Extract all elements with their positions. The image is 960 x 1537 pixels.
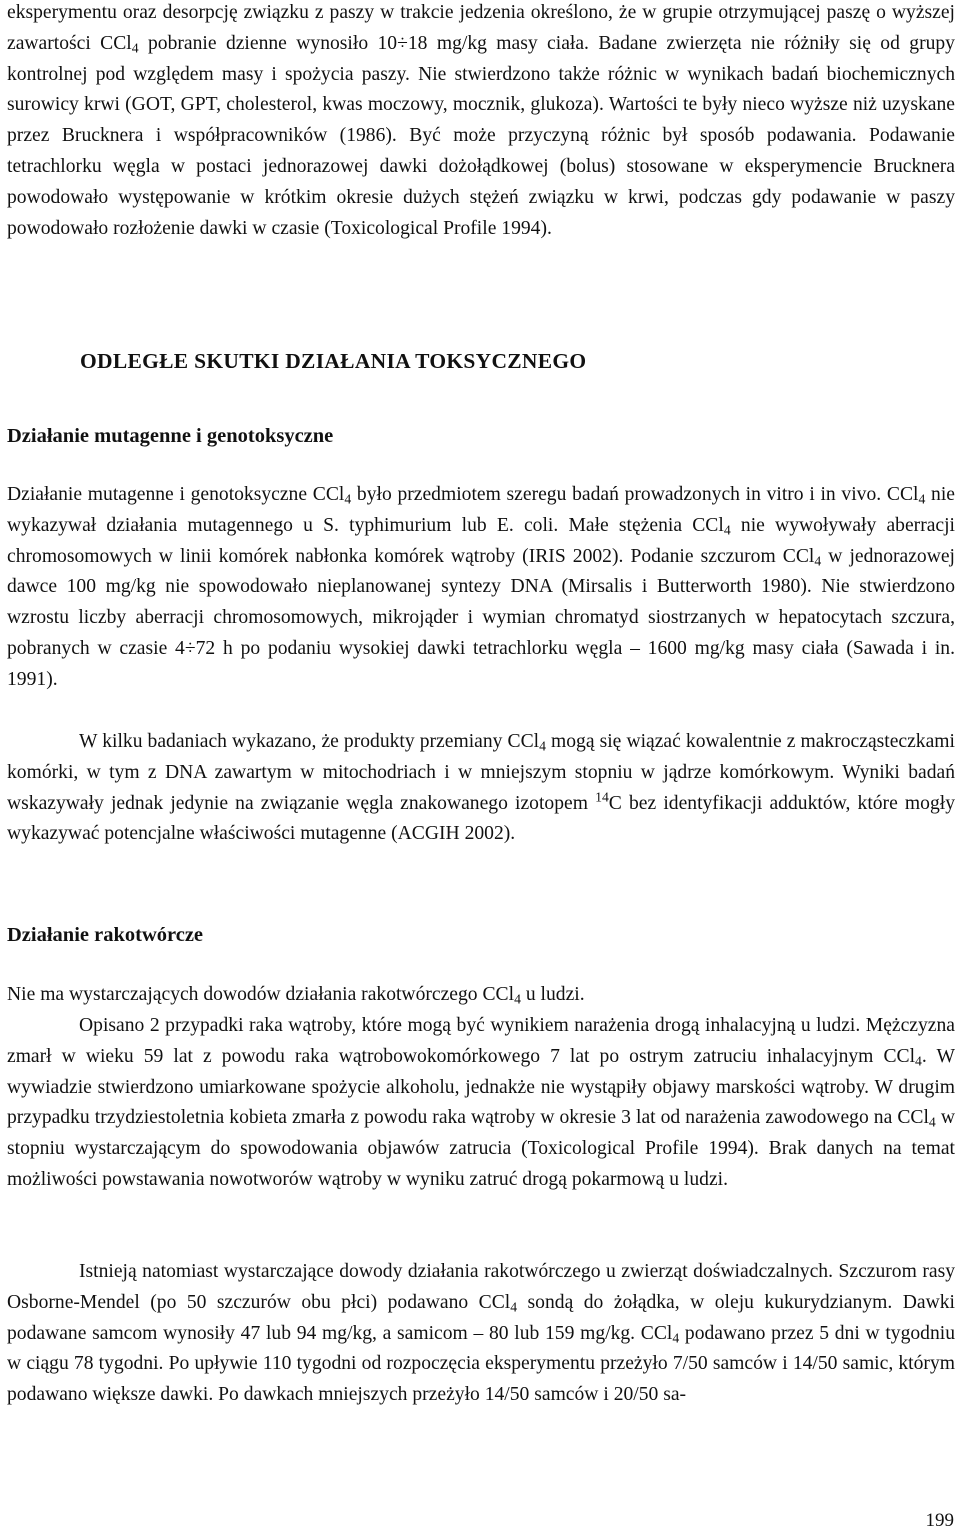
carcinogenic-heading: Działanie rakotwórcze xyxy=(7,924,204,946)
carcinogenic-paragraph-3 xyxy=(7,1257,955,1411)
intro-paragraph xyxy=(7,0,955,244)
text-run: u ludzi. xyxy=(520,984,585,1005)
text-run: w stopniu wystarczającym do spowodowania objawów zatrucia (Toxicological Profile 1994). Brak danych na temat możliwości powstawania nowotworów wątroby w wyniku zatruć drogą pokarmową u ludzi. xyxy=(7,1107,955,1190)
text-run: Opisano 2 przypadki raka wątroby, które mogą być wynikiem narażenia drogą inhalacyjną u ludzi. Mężczyzna zmarł w wieku 59 lat z powodu raka wątrobowokomórkowego 7 lat po ostrym zatruciu inhalacyjnym CCl xyxy=(7,1015,955,1067)
subscript: 4 xyxy=(539,738,546,754)
text-run: C bez identyfikacji adduktów, które mogły wykazywać potencjalne właściwości mutagenne (ACGIH 2002). xyxy=(7,792,955,845)
subscript: 4 xyxy=(814,553,822,569)
subscript: 4 xyxy=(514,991,521,1007)
text-run: mogą się wiązać kowalentnie z makrocząsteczkami komórki, w tym z DNA zawartym w mitochodriach i w mniejszym stopniu w jądrze komórkowym. Wyniki badań wskazywały jednak jedynie na związanie węgla znakowanego izotopem xyxy=(7,731,955,814)
text-run: było przedmiotem szeregu badań prowadzonych in vitro i in vivo. CCl xyxy=(351,484,919,505)
text-run: Nie ma wystarczających dowodów działania rakotwórczego CCl xyxy=(7,984,515,1005)
page-number: 199 xyxy=(925,1510,954,1531)
text-run: pobranie dzienne wynosiło 10÷18 mg/kg masy ciała. Badane zwierzęta nie różniły się od grupy kontrolnej pod względem masy i spożycia paszy. Nie stwierdzono także różnic w wynikach badań biochemicznych surowicy krwi (GOT, GPT, cholesterol, kwas moczowy, mocznik, glukoza). Wartości te były nieco wyższe niż uzyskane przez Brucknera i współpracowników (1986). Być może przyczyną różnic był sposób podawania. Podawanie tetrachlorku węgla w postaci jednorazowej dawki dożołądkowej (bolus) stosowane w eksperymencie Brucknera powodowało występowanie w krótkim okresie dużych stężeń związku w krwi, podczas gdy podawanie w paszy powodowało rozłożenie dawki w czasie (Toxicological Profile 1994). xyxy=(7,32,955,239)
subscript: 4 xyxy=(510,1299,518,1315)
mutagenic-paragraph-1 xyxy=(7,480,955,696)
subscript: 4 xyxy=(918,491,926,507)
mutagenic-paragraph-2 xyxy=(7,727,955,850)
text-run: nie wywoływały aberracji chromosomowych w linii komórek nabłonka komórek wątroby (IRIS 2002). Podanie szczurom CCl xyxy=(7,514,955,567)
carcinogenic-paragraph-1 xyxy=(7,980,955,1011)
text-run: w jednorazowej dawce 100 mg/kg nie spowodowało nieplanowanej syntezy DNA (Mirsalis i Butterworth 1980). Nie stwierdzono wzrostu liczby aberracji chromosomowych, mikrojąder i wymian chromatyd siostrzanych w hepatocytach szczura, pobranych w czasie 4÷72 h po podaniu wysokiej dawki tetrachlorku węgla – 1600 mg/kg masy ciała (Sawada i in. 1991). xyxy=(7,545,955,690)
text-run: sondą do żołądka, w oleju kukurydzianym. Dawki podawane samcom wynosiły 47 lub 94 mg/kg, a samicom – 80 lub 159 mg/kg. CCl xyxy=(7,1291,955,1344)
superscript: 14 xyxy=(595,789,609,805)
text-run: Działanie mutagenne i genotoksyczne CCl xyxy=(7,484,345,505)
text-run: . W wywiadzie stwierdzono umiarkowane spożycie alkoholu, jednakże nie wystąpiły objawy marskości wątroby. W drugim przypadku trzydziestoletnia kobieta zmarła z powodu raka wątroby w okresie 3 lat od narażenia zawodowego na CCl xyxy=(7,1045,955,1129)
subscript: 4 xyxy=(928,1114,936,1130)
section-title: ODLEGŁE SKUTKI DZIAŁANIA TOKSYCZNEGO xyxy=(80,349,587,373)
subscript: 4 xyxy=(131,40,139,56)
text-run: W kilku badaniach wykazano, że produkty przemiany CCl xyxy=(79,731,540,752)
subscript: 4 xyxy=(344,491,352,507)
text-run: Istnieją natomiast wystarczające dowody działania rakotwórczego u zwierząt doświadczalnych. Szczurom rasy Osborne-Mendel (po 50 szczurów obu płci) podawano CCl xyxy=(7,1261,955,1313)
subscript: 4 xyxy=(672,1330,680,1346)
mutagenic-heading: Działanie mutagenne i genotoksyczne xyxy=(7,425,334,447)
text-run: podawano przez 5 dni w tygodniu w ciągu 78 tygodni. Po upływie 110 tygodni od rozpoczęcia eksperymentu przeżyło 7/50 samców i 14/50 samic, którym podawano większe dawki. Po dawkach mniejszych przeżyło 14/50 samców i 20/50 sa- xyxy=(7,1322,955,1406)
subscript: 4 xyxy=(915,1053,922,1069)
carcinogenic-paragraph-2 xyxy=(7,1011,955,1196)
text-run: nie wykazywał działania mutagennego u S. typhimurium lub E. coli. Małe stężenia CCl xyxy=(7,484,955,536)
subscript: 4 xyxy=(723,522,731,538)
text-run: eksperymentu oraz desorpcję związku z paszy w trakcie jedzenia określono, że w grupie otrzymującej paszę o wyższej zawartości CCl xyxy=(7,2,955,54)
